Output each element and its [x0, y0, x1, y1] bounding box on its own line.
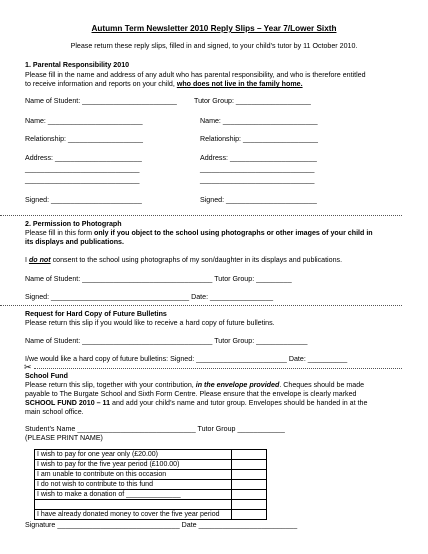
scissors-icon: ✂ [24, 362, 32, 372]
section2-text-2: its displays and publications. [25, 238, 124, 246]
fund-option-label [35, 500, 232, 510]
fund-option-checkbox[interactable] [232, 500, 267, 510]
name-field-left[interactable]: Name: ________________________ [25, 117, 143, 125]
cut-line [0, 305, 402, 306]
address-line-left-1[interactable]: _____________________________ [25, 165, 140, 173]
bulletins-text: Please return this slip if you would like to receive a hard copy of future bulletins. [25, 319, 275, 327]
address-field-left[interactable]: Address: ______________________ [25, 154, 142, 162]
consent-statement: I do not consent to the school using photographs of my son/daughter in its displays and publications. [25, 256, 343, 264]
fund-para-1: Please return this slip, together with your contribution, in the envelope provided. Cheques should be made [25, 381, 365, 389]
bulletins-student-field[interactable]: Name of Student: _________________________________ Tutor Group: _____________ [25, 337, 308, 345]
address-line-right-2[interactable]: _____________________________ [200, 176, 315, 184]
fund-option-checkbox[interactable] [232, 480, 267, 490]
fund-para-4: main school office. [25, 408, 84, 416]
fund-options-table [34, 449, 267, 520]
fund-option-label: I do not wish to contribute to this fund [35, 480, 232, 490]
relationship-field-left[interactable]: Relationship: ___________________ [25, 135, 143, 143]
signed-field-left[interactable]: Signed: _______________________ [25, 196, 142, 204]
fund-student-field[interactable]: Student’s Name ______________________________ Tutor Group ____________ [25, 425, 285, 433]
fund-option-row [35, 470, 267, 480]
fund-option-label: I wish to pay for the five year period (£100.00) [35, 460, 232, 470]
fund-heading: School Fund [25, 372, 68, 380]
section1-tutor-field[interactable]: Tutor Group: ___________________ [194, 97, 311, 105]
fund-option-row [35, 510, 267, 520]
signed-field-right[interactable]: Signed: _______________________ [200, 196, 317, 204]
section1-heading: 1. Parental Responsibility 2010 [25, 61, 130, 69]
intro-text: Please return these reply slips, filled in and signed, to your child’s tutor by 11 October 2010. [70, 42, 358, 50]
fund-option-checkbox[interactable] [232, 510, 267, 520]
page-title: Autumn Term Newsletter 2010 Reply Slips – Year 7/Lower Sixth [91, 24, 337, 33]
fund-option-row [35, 450, 267, 460]
fund-para-3: SCHOOL FUND 2010 – 11 and add your child’s name and tutor group. Envelopes should be handed in at the [25, 399, 368, 407]
fund-option-row [35, 490, 267, 500]
section1-student-field[interactable]: Name of Student: ________________________ [25, 97, 177, 105]
fund-option-label: I wish to make a donation of ______________ [35, 490, 232, 500]
fund-option-checkbox[interactable] [232, 460, 267, 470]
address-line-right-1[interactable]: _____________________________ [200, 165, 315, 173]
section1-text-1: Please fill in the name and address of any adult who has parental responsibility, and who is therefore entitled [25, 71, 366, 79]
name-field-right[interactable]: Name: ________________________ [200, 117, 318, 125]
print-name-note: (PLEASE PRINT NAME) [25, 434, 103, 442]
fund-option-row [35, 480, 267, 490]
relationship-field-right[interactable]: Relationship: ___________________ [200, 135, 318, 143]
bulletins-heading: Request for Hard Copy of Future Bulletins [25, 310, 167, 318]
signature-field[interactable]: Signature _______________________________ Date _________________________ [25, 521, 298, 529]
fund-option-row [35, 460, 267, 470]
section2-student-field[interactable]: Name of Student: _________________________________ Tutor Group: _________ [25, 275, 292, 283]
bulletins-request-field[interactable]: I/we would like a hard copy of future bulletins: Signed: _______________________ Date: __________ [25, 355, 348, 363]
section1-text-2: to receive information and reports on your child, who does not live in the family home. [25, 80, 303, 88]
address-field-right[interactable]: Address: ______________________ [200, 154, 317, 162]
cut-line [34, 368, 402, 369]
section2-text-1: Please fill in this form only if you object to the school using photographs or other images of your child in [25, 229, 373, 237]
section2-heading: 2. Permission to Photograph [25, 220, 122, 228]
fund-option-label: I have already donated money to cover the five year period [35, 510, 232, 520]
fund-option-label: I am unable to contribute on this occasion [35, 470, 232, 480]
fund-option-checkbox[interactable] [232, 470, 267, 480]
fund-para-2: payable to The Burgate School and Sixth Form Centre. Please ensure that the envelope is clearly marked [25, 390, 357, 398]
fund-option-row [35, 500, 267, 510]
fund-option-checkbox[interactable] [232, 450, 267, 460]
fund-option-checkbox[interactable] [232, 490, 267, 500]
section2-signed-field[interactable]: Signed: ___________________________________ Date: ________________ [25, 293, 274, 301]
cut-line [0, 215, 402, 216]
address-line-left-2[interactable]: _____________________________ [25, 176, 140, 184]
fund-option-label: I wish to pay for one year only (£20.00) [35, 450, 232, 460]
